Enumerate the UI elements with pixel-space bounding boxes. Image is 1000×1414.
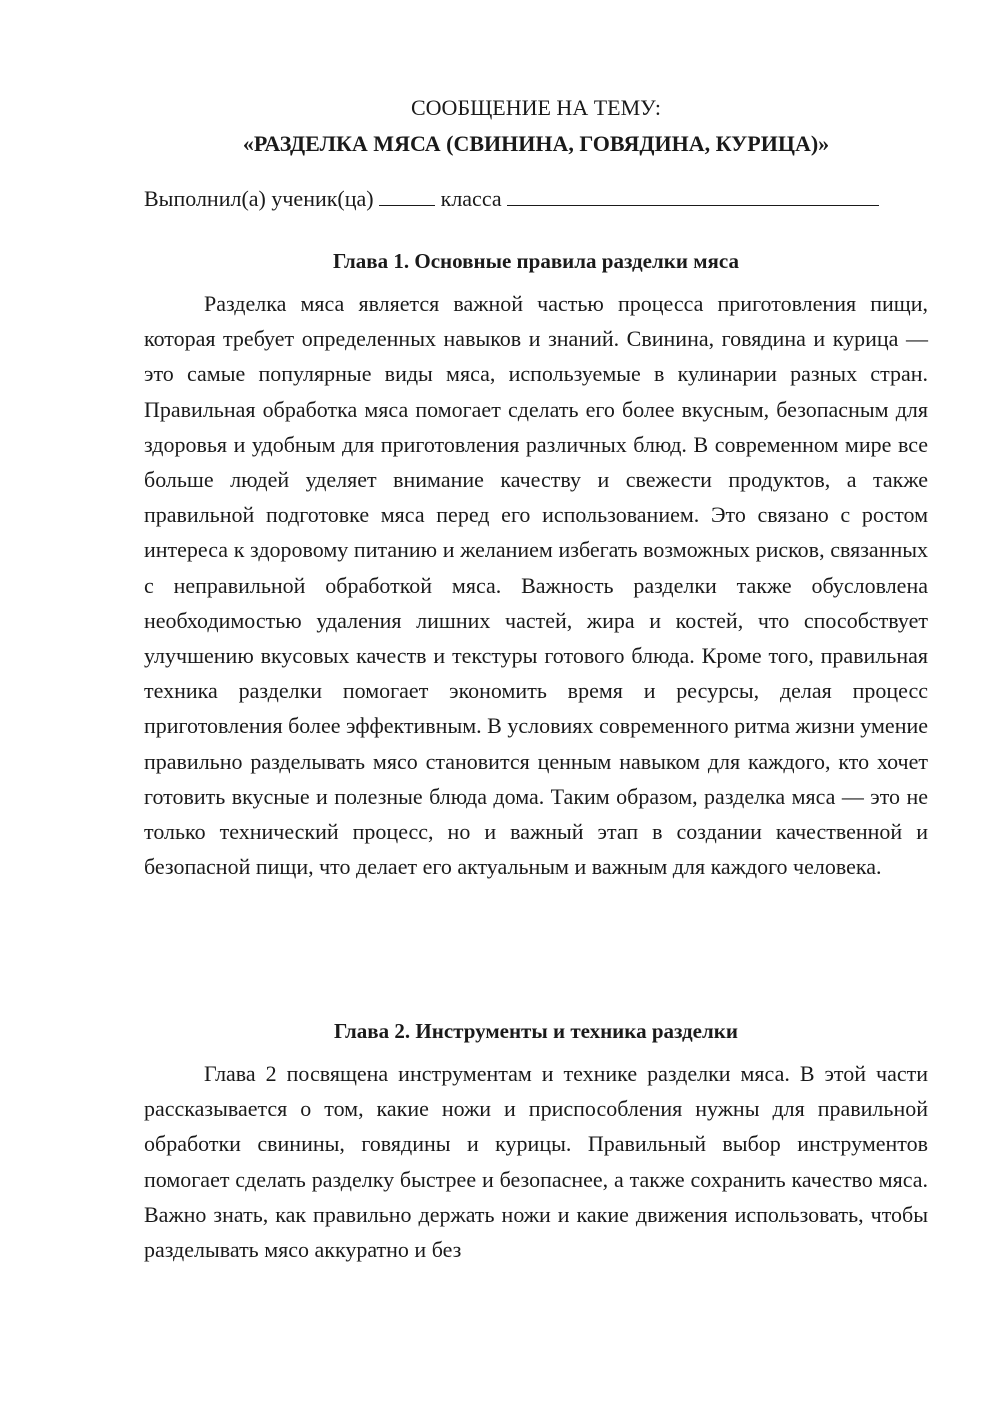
class-blank-field <box>379 185 435 206</box>
signature-class-label: класса <box>440 186 502 211</box>
document-subject: СООБЩЕНИЕ НА ТЕМУ: <box>411 95 661 120</box>
chapter-2-paragraph: Глава 2 посвящена инструментам и технике разделки мяса. В этой части рассказывается о том, какие ножи и приспособления нужны для правильной обработки свинины, говядины и курицы. Правильный выбор инструментов помогает сделать разделку быстрее и безопаснее, а также сохранить качество мяса. Важно знать, как правильно держать ножи и какие движения использовать, чтобы разделывать мясо аккуратно и без <box>144 1061 928 1263</box>
chapter-1-paragraph: Разделка мяса является важной частью процесса приготовления пищи, которая требует определенных навыков и знаний. Свинина, говядина и курица — это самые популярные виды мяса, используемые в кулинарии разных стран. Правильная обработка мяса помогает сделать его более вкусным, безопасным для здоровья и удобным для приготовления различных блюд. В современном мире все больше людей уделяет внимание качеству и свежести продуктов, а также правильной подготовке мяса перед его использованием. Это связано с ростом интереса к здоровому питанию и желанием избегать возможных рисков, связанных с неправильной обработкой мяса. Важность разделки также обусловлена необходимостью удаления лишних частей, жира и костей, что способствует улучшению вкусовых качеств и текстуры готового блюда. Кроме того, правильная техника разделки помогает экономить время и ресурсы, делая процесс приготовления более эффективным. В условиях современного ритма жизни умение правильно разделывать мясо становится ценным навыком для каждого, кто хочет готовить вкусные и полезные блюда дома. Таким образом, разделка мяса — это не только технический процесс, но и важный этап в создании качественной и безопасной пищи, что делает его актуальным и важным для каждого человека. <box>144 291 928 880</box>
chapter-1-title: Глава 1. Основные правила разделки мяса <box>333 249 739 273</box>
document-page <box>144 92 928 1267</box>
document-title: «РАЗДЕЛКА МЯСА (СВИНИНА, ГОВЯДИНА, КУРИЦА)» <box>242 131 830 156</box>
name-blank-field <box>507 185 879 206</box>
signature-line <box>144 184 928 246</box>
chapter-2-title: Глава 2. Инструменты и техника разделки <box>334 1019 738 1043</box>
signature-prefix: Выполнил(а) ученик(ца) <box>144 186 374 211</box>
